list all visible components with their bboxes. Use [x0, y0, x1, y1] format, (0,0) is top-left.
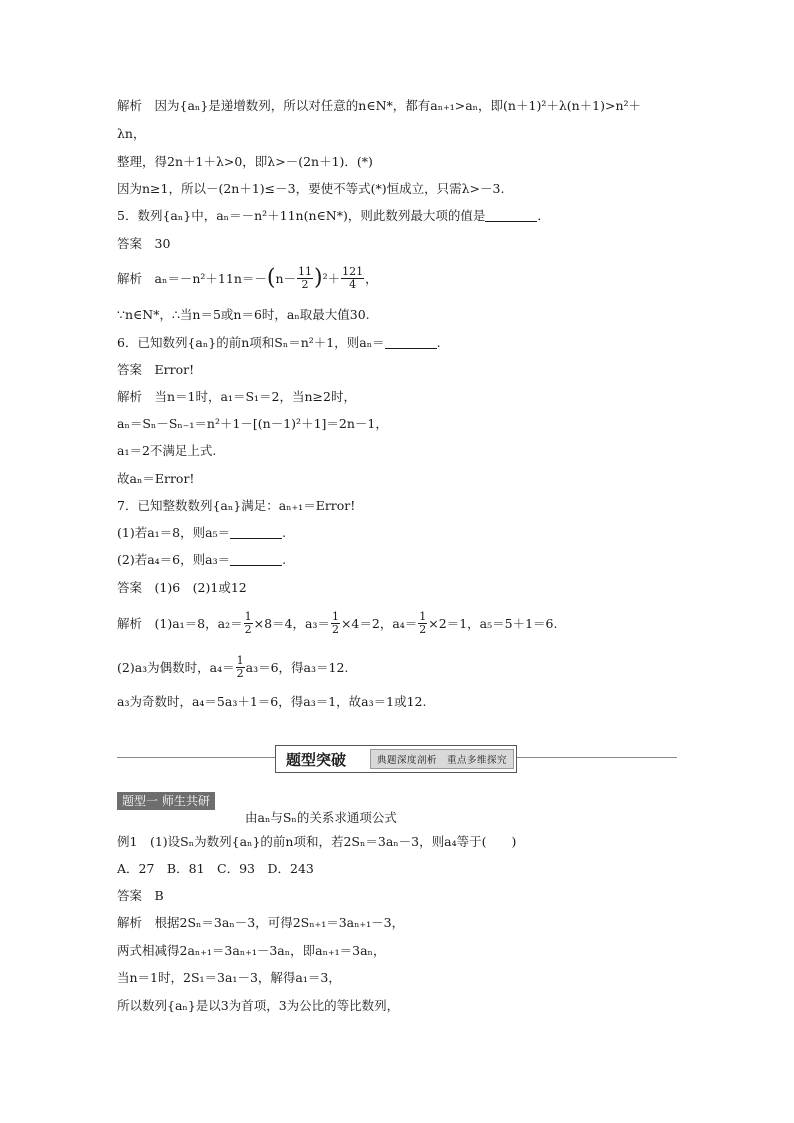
divider-left: [117, 757, 275, 758]
text-line: 解析 因为{aₙ}是递增数列，所以对任意的n∈N*，都有aₙ₊₁>aₙ，即(n＋1)²＋λ(n＋1)>n²＋: [117, 98, 642, 113]
fraction: [331, 611, 340, 636]
fraction-numerator: 11: [298, 265, 313, 278]
example-options: A．27 B．81 C．93 D．243: [117, 861, 314, 876]
text-line: 整理，得2n＋1＋λ>0，即λ>－(2n＋1)．(*): [117, 154, 373, 169]
text-segment: 5．数列{aₙ}中，aₙ＝－n²＋11n(n∈N*)，则此数列最大项的值是: [117, 208, 486, 223]
answer-line: 答案 (1)6 (2)1或12: [117, 580, 247, 595]
text-line: 解析 当n＝1时，a₁＝S₁＝2，当n≥2时，: [117, 389, 356, 404]
divider-right: [515, 757, 677, 758]
fraction-numerator: 121: [342, 265, 364, 278]
topic-subtitle: 由aₙ与Sₙ的关系求通项公式: [245, 810, 397, 825]
fraction-denominator: 2: [419, 623, 427, 636]
answer-line: 答案 B: [117, 888, 164, 903]
fraction: [236, 655, 245, 680]
text-segment: 解析 aₙ＝－n²＋11n＝－: [117, 270, 267, 286]
answer-blank: [230, 526, 282, 539]
text-line: 当n＝1时，2S₁＝3a₁－3，解得a₁＝3，: [117, 970, 341, 985]
text-segment: (2)若a₄＝6，则a₃＝: [117, 552, 231, 567]
answer-blank: [230, 553, 282, 566]
text-segment: .: [282, 525, 287, 540]
text-segment: .: [436, 335, 441, 350]
problem-7: 7．已知整数数列{aₙ}满足：aₙ₊₁＝Error!: [117, 498, 356, 513]
text-segment: ×8＝4，a₃＝: [253, 615, 330, 631]
fraction-numerator: 1: [419, 610, 427, 623]
text-segment: ．: [537, 208, 550, 223]
banner-title: 题型突破: [286, 750, 347, 769]
problem-7-part-1: [117, 525, 286, 541]
fraction-denominator: 4: [349, 278, 357, 291]
fraction: [297, 266, 313, 291]
example-1: 例1 (1)设Sₙ为数列{aₙ}的前n项和，若2Sₙ＝3aₙ－3，则a₄等于( ): [117, 834, 517, 849]
analysis-line-fraction: [117, 264, 378, 293]
text-segment: .: [282, 552, 287, 567]
text-line: 故aₙ＝Error!: [117, 471, 195, 486]
text-segment: n－: [275, 270, 297, 286]
problem-6: [117, 335, 441, 351]
fraction-numerator: 1: [244, 610, 252, 623]
fraction: [341, 266, 364, 291]
fraction: [244, 611, 253, 636]
section-banner: [275, 745, 517, 773]
fraction-denominator: 2: [244, 623, 252, 636]
text-line: ∵n∈N*，∴当n＝5或n＝6时，aₙ取最大值30.: [117, 307, 370, 322]
text-line: 解析 根据2Sₙ＝3aₙ－3，可得2Sₙ₊₁＝3aₙ₊₁－3，: [117, 915, 405, 930]
answer-blank: [485, 209, 537, 222]
text-line: λn，: [117, 126, 146, 141]
problem-7-part-2: [117, 552, 286, 568]
text-segment: ×2＝1，a₅＝5＋1＝6.: [428, 615, 558, 631]
analysis-line-fraction: [117, 653, 348, 682]
text-line: aₙ＝Sₙ－Sₙ₋₁＝n²＋1－[(n－1)²＋1]＝2n－1，: [117, 416, 388, 431]
fraction-denominator: 2: [331, 623, 339, 636]
fraction: [418, 611, 427, 636]
text-segment: 6．已知数列{aₙ}的前n项和Sₙ＝n²＋1，则aₙ＝: [117, 335, 385, 350]
text-line: 两式相减得2aₙ₊₁＝3aₙ₊₁－3aₙ，即aₙ₊₁＝3aₙ，: [117, 943, 386, 958]
analysis-line-fraction: [117, 609, 557, 638]
text-line: 所以数列{aₙ}是以3为首项，3为公比的等比数列，: [117, 998, 400, 1013]
text-segment: (1)若a₁＝8，则a₅＝: [117, 525, 231, 540]
banner-tag: 典题深度剖析 重点多维探究: [370, 749, 514, 769]
text-line: a₃为奇数时，a₄＝5a₃＋1＝6，得a₃＝1，故a₃＝1或12.: [117, 694, 427, 709]
problem-5: [117, 208, 550, 224]
paren-close: ): [314, 265, 323, 291]
text-segment: (2)a₃为偶数时，a₄＝: [117, 659, 235, 675]
text-segment: ，: [365, 270, 378, 286]
fraction-numerator: 1: [331, 610, 339, 623]
fraction-denominator: 2: [236, 667, 244, 680]
answer-line: 答案 Error!: [117, 362, 195, 377]
text-line: a₁＝2不满足上式.: [117, 443, 217, 458]
text-segment: a₃＝6，得a₃＝12.: [245, 659, 349, 675]
text-segment: 解析 (1)a₁＝8，a₂＝: [117, 615, 243, 631]
text-segment: ²＋: [322, 270, 341, 286]
text-line: 因为n≥1，所以－(2n＋1)≤－3，要使不等式(*)恒成立，只需λ>－3.: [117, 181, 505, 196]
fraction-denominator: 2: [301, 278, 309, 291]
answer-blank: [385, 336, 437, 349]
paren-open: (: [266, 265, 276, 291]
answer-line: 答案 30: [117, 236, 171, 251]
topic-badge: 题型一 师生共研: [117, 792, 215, 810]
text-segment: ×4＝2，a₄＝: [340, 615, 418, 631]
fraction-numerator: 1: [236, 654, 244, 667]
